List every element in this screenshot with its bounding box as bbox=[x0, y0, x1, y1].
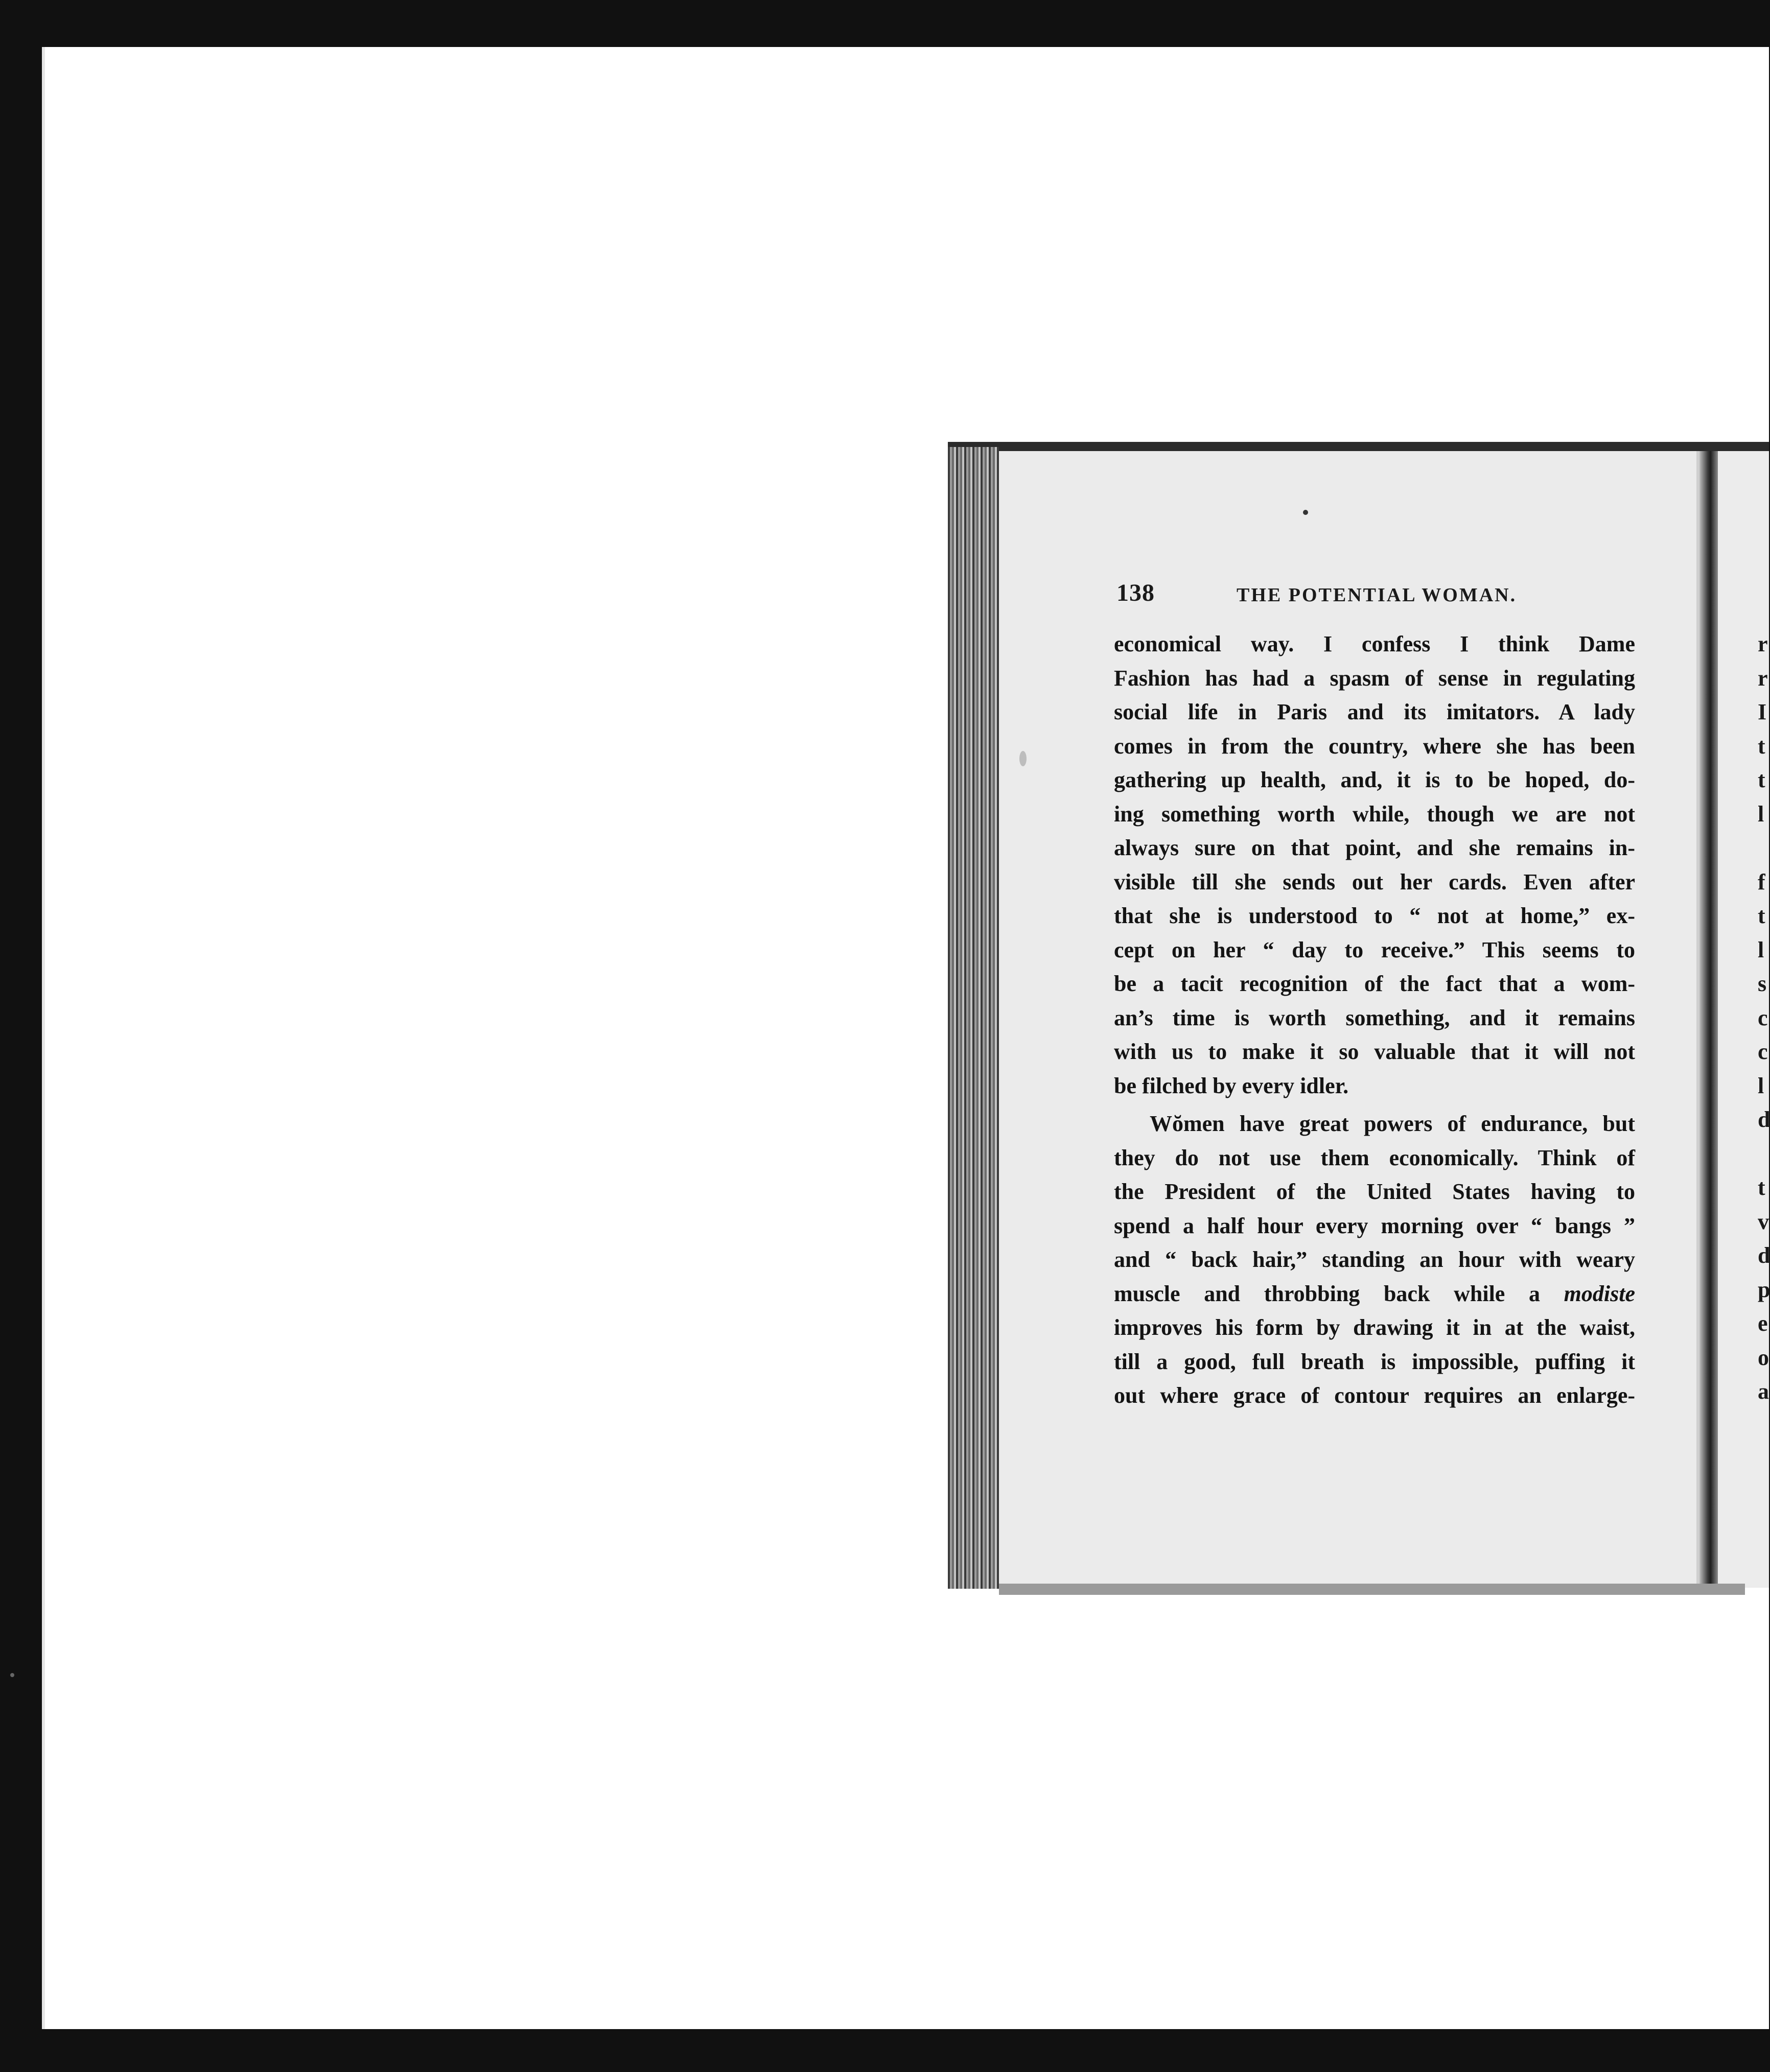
text-line: improves his form by drawing it in at the waist, bbox=[1114, 1315, 1635, 1340]
text-line: they do not use them economically. Think of bbox=[1114, 1145, 1635, 1170]
facing-letter: t bbox=[1758, 733, 1765, 759]
text-line: ing something worth while, though we are not bbox=[1114, 801, 1635, 827]
text-line: and “ back hair,” standing an hour with weary bbox=[1114, 1247, 1635, 1272]
book-top-edge bbox=[948, 442, 1769, 451]
text-line: out where grace of contour requires an enlarge- bbox=[1114, 1383, 1635, 1408]
scan-speck bbox=[1019, 751, 1027, 766]
scan-speck bbox=[1303, 510, 1308, 515]
facing-letter bbox=[1758, 831, 1769, 865]
facing-letter: s bbox=[1758, 971, 1767, 996]
scan-speck bbox=[10, 1673, 14, 1677]
facing-letter: d bbox=[1758, 1243, 1770, 1268]
text-line: social life in Paris and its imitators. A lady bbox=[1114, 699, 1635, 724]
book-bottom-edge bbox=[999, 1584, 1745, 1595]
facing-letter: t bbox=[1758, 903, 1765, 928]
text-line: be filched by every idler. bbox=[1114, 1073, 1349, 1098]
facing-letter: a bbox=[1758, 1379, 1769, 1404]
text-line: with us to make it so valuable that it will not bbox=[1114, 1039, 1635, 1064]
facing-letter: d bbox=[1758, 1107, 1770, 1132]
text-line: economical way. I confess I think Dame bbox=[1114, 631, 1635, 656]
facing-letter: I bbox=[1758, 699, 1767, 724]
facing-letter: r bbox=[1758, 665, 1768, 691]
facing-letter bbox=[1758, 1137, 1769, 1171]
text-run: muscle and throbbing back while a bbox=[1114, 1281, 1540, 1306]
facing-letter: p bbox=[1758, 1277, 1770, 1302]
facing-letter: l bbox=[1758, 801, 1764, 827]
running-head: THE POTENTIAL WOMAN. bbox=[1237, 584, 1517, 606]
text-line: comes in from the country, where she has been bbox=[1114, 733, 1635, 759]
facing-letter: o bbox=[1758, 1345, 1769, 1370]
text-line: always sure on that point, and she remains in- bbox=[1114, 835, 1635, 860]
facing-letter: e bbox=[1758, 1311, 1768, 1336]
facing-letter: c bbox=[1758, 1005, 1768, 1030]
text-line: Fashion has had a spasm of sense in regulating bbox=[1114, 665, 1635, 691]
text-line-with-italic bbox=[1114, 1277, 1635, 1311]
facing-letter: t bbox=[1758, 767, 1765, 792]
page-number: 138 bbox=[1116, 579, 1155, 606]
book-page-edges bbox=[948, 447, 999, 1589]
text-line: spend a half hour every morning over “ bangs ” bbox=[1114, 1213, 1635, 1238]
italic-word: modiste bbox=[1564, 1281, 1635, 1306]
facing-letter: l bbox=[1758, 1073, 1764, 1098]
text-line: gathering up health, and, it is to be hoped, do- bbox=[1114, 767, 1635, 792]
book-gutter bbox=[1699, 451, 1718, 1588]
text-line: cept on her “ day to receive.” This seems to bbox=[1114, 937, 1635, 962]
text-line: till a good, full breath is impossible, puffing it bbox=[1114, 1349, 1635, 1374]
text-line: that she is understood to “ not at home,” ex- bbox=[1114, 903, 1635, 928]
text-line: visible till she sends out her cards. Even after bbox=[1114, 869, 1635, 894]
text-line: Wŏmen have great powers of endurance, but bbox=[1150, 1111, 1635, 1136]
facing-page-letters bbox=[1758, 627, 1769, 1409]
facing-letter: r bbox=[1758, 631, 1768, 656]
facing-letter: t bbox=[1758, 1175, 1765, 1200]
facing-letter: f bbox=[1758, 869, 1765, 894]
text-line: an’s time is worth something, and it remains bbox=[1114, 1005, 1635, 1030]
text-line: the President of the United States having to bbox=[1114, 1179, 1635, 1204]
facing-letter: v bbox=[1758, 1209, 1769, 1234]
body-text bbox=[1114, 627, 1635, 1413]
film-edge-mark bbox=[42, 47, 45, 2029]
text-line: be a tacit recognition of the fact that a wom- bbox=[1114, 971, 1635, 996]
facing-letter: c bbox=[1758, 1039, 1768, 1064]
facing-letter: l bbox=[1758, 937, 1764, 962]
